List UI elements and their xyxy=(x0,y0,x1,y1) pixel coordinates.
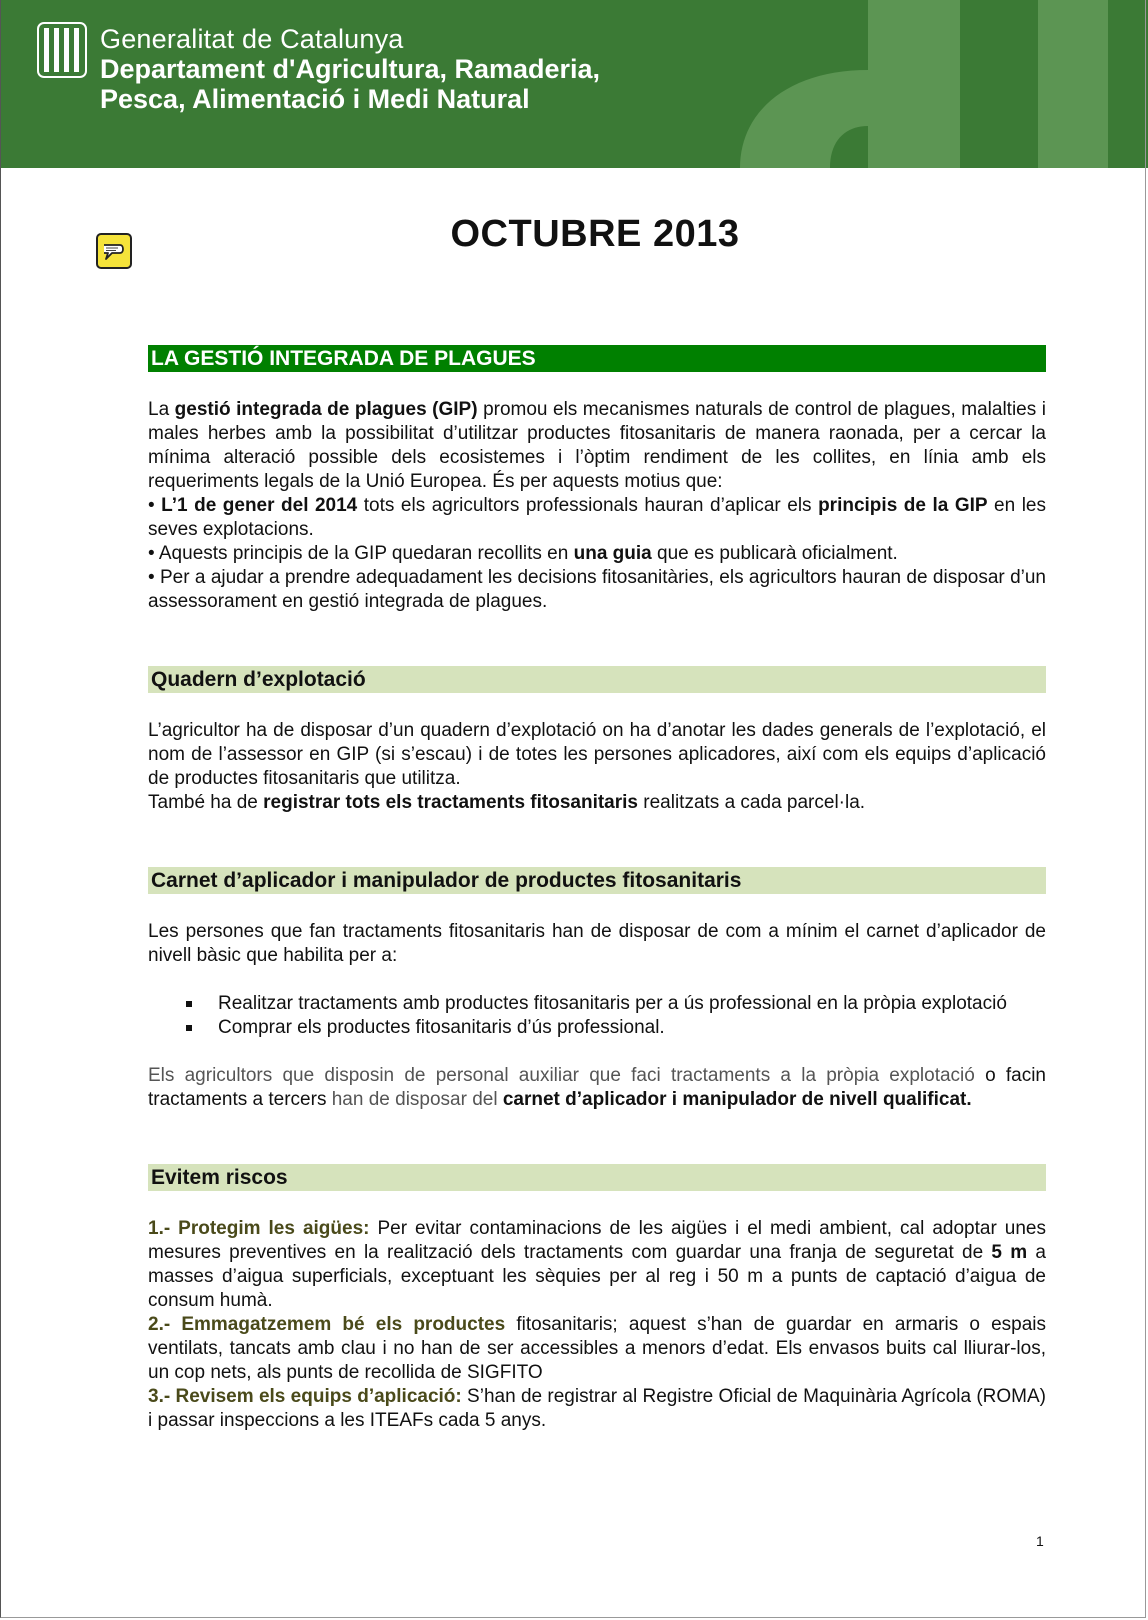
document-body xyxy=(148,345,1046,1433)
paragraph: L’agricultor ha de disposar d’un quadern d’explotació on ha d’anotar les dades generals de l’explotació, el nom de l’assessor en GIP (si s’escau) i de totes les persones aplicadores, així com els equips d’aplicació de productes fitosanitaris que utilitza. xyxy=(148,720,1046,789)
org-line-1: Generalitat de Catalunya xyxy=(100,24,404,54)
section-heading-gip: LA GESTIÓ INTEGRADA DE PLAGUES xyxy=(148,345,1046,372)
paragraph: La gestió integrada de plagues (GIP) promou els mecanismes naturals de control de plagues, malalties i males herbes amb la possibilitat d’utilitzar productes fitosanitaris de manera raonada, per a cercar la mínima alteració possible dels ecosistemes i l’òptim rendiment de les collites, en línia amb els requeriments legals de la Unió Europea. És per aquests motius que: xyxy=(148,399,1046,492)
org-line-3: Pesca, Alimentació i Medi Natural xyxy=(100,84,530,114)
paragraph: Els agricultors que disposin de personal auxiliar que faci tractaments a la pròpia explotació o facin tractaments a tercers han de disposar del carnet d’aplicador i manipulador de nivell qualificat. xyxy=(148,1065,1046,1110)
organization-name xyxy=(100,24,600,114)
page-number: 1 xyxy=(1036,1533,1044,1549)
risk-item: 2.- Emmagatzemem bé els productes fitosanitaris; aquest s’han de guardar en armaris o espais ventilats, tancats amb clau i no han de ser accessibles a menors d’edat. Els envasos buits cal lliurar-los, un cop nets, als punts de recollida de SIGFITO xyxy=(148,1314,1047,1383)
section-heading-carnet: Carnet d’aplicador i manipulador de productes fitosanitaris xyxy=(148,867,1046,894)
list-item: Realitzar tractaments amb productes fitosanitaris per a ús professional en la pròpia explotació xyxy=(148,992,1046,1016)
section-heading-riscos: Evitem riscos xyxy=(148,1164,1046,1191)
bullet-paragraph: • Aquests principis de la GIP quedaran recollits en una guia que es publicarà oficialment. xyxy=(148,543,898,564)
bullet-paragraph: • L’1 de gener del 2014 tots els agricultors professionals hauran d’aplicar els principis de la GIP en les seves explotacions. xyxy=(148,495,1046,540)
header-banner xyxy=(0,0,1148,168)
department-watermark-icon xyxy=(620,0,1148,168)
paragraph: Les persones que fan tractaments fitosanitaris han de disposar de com a mínim el carnet d’aplicador de nivell bàsic que habilita per a: xyxy=(148,921,1046,966)
square-bullet-icon xyxy=(186,1025,192,1031)
requirements-list xyxy=(148,992,1046,1040)
paragraph: També ha de registrar tots els tractaments fitosanitaris realitzats a cada parcel·la. xyxy=(148,792,866,813)
page-title: OCTUBRE 2013 xyxy=(450,213,740,255)
bullet-paragraph: • Per a ajudar a prendre adequadament les decisions fitosanitàries, els agricultors hauran de disposar d’un assessorament en gestió integrada de plagues. xyxy=(148,567,1046,612)
risk-item: 1.- Protegim les aigües: Per evitar contaminacions de les aigües i el medi ambient, cal adoptar unes mesures preventives en la realització dels tractaments com guardar una franja de seguretat de 5 m a masses d’aigua superficials, exceptuant les sèquies per al reg i 50 m a punts de captació d’aigua de consum humà. xyxy=(148,1218,1046,1311)
org-line-2: Departament d'Agricultura, Ramaderia, xyxy=(100,54,601,84)
generalitat-bars-icon xyxy=(37,22,87,78)
section-heading-quadern: Quadern d’explotació xyxy=(148,666,1046,693)
risk-item: 3.- Revisem els equips d’aplicació: S’han de registrar al Registre Oficial de Maquinària Agrícola (ROMA) i passar inspeccions a les ITEAFs cada 5 anys. xyxy=(148,1386,1047,1431)
square-bullet-icon xyxy=(186,1001,192,1007)
list-item: Comprar els productes fitosanitaris d’ús professional. xyxy=(148,1016,1046,1040)
